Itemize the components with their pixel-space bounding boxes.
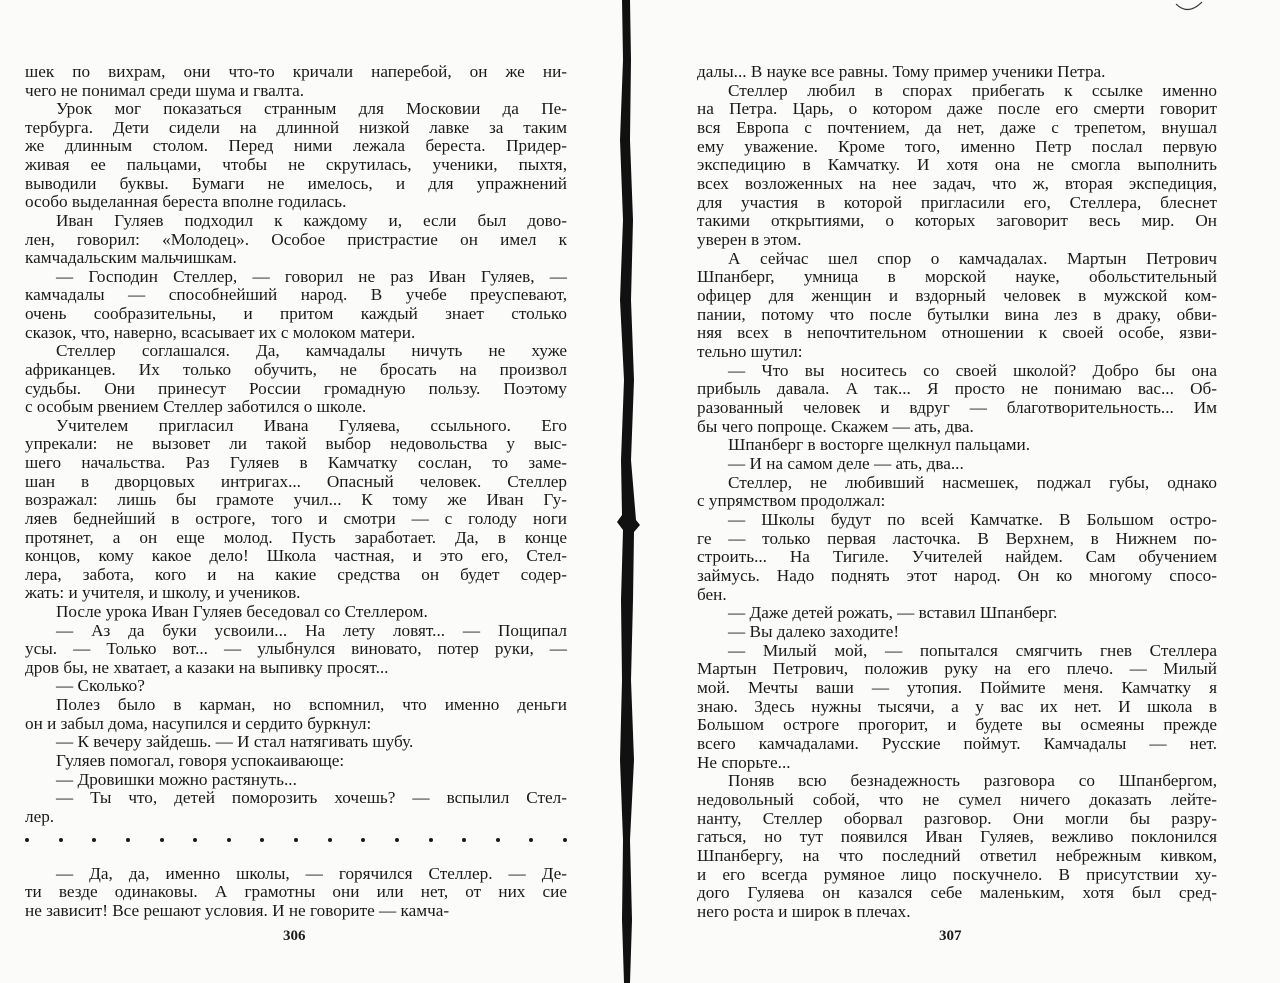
- text-line: усы. — Только вот... — улыбнулся виновато, потер руки, —: [25, 639, 567, 659]
- text-line: ти везде одинаковы. А грамотны они или нет, от них сие: [25, 882, 567, 902]
- text-line: — К вечеру зайдешь. — И стал натягивать шубу.: [56, 732, 414, 752]
- text-line: выводили буквы. Бумаги не имелось, и для упражнений: [25, 173, 567, 193]
- text-line: займусь. Надо поднять этот народ. Он ко многому спосо-: [697, 566, 1217, 586]
- text-line: шек по вихрам, они что-то кричали наперебой, он же ни-: [25, 62, 567, 81]
- text-line: — И на самом деле — ать, два...: [728, 454, 964, 474]
- text-line: и его всегда румяное лицо поскучнело. В присутствии ху-: [697, 864, 1217, 884]
- text-line: тельно шутил:: [697, 342, 803, 362]
- text-line: него роста и широк в плечах.: [697, 902, 911, 922]
- text-line: Гуляев помогал, говоря успокаивающе:: [56, 750, 345, 770]
- text-line: экспедицию в Камчатку. И хотя она не смогла выполнить: [697, 155, 1217, 175]
- text-line: Шпанберг, умница в морской науке, обольстительный: [697, 267, 1217, 287]
- page-number-left: 306: [283, 928, 306, 944]
- text-line: возражал: лишь бы грамоте учил... К тому же Иван Гу-: [25, 490, 567, 510]
- text-line: — Что вы носитесь со своей школой? Добро бы она: [728, 360, 1217, 380]
- scan-mark: [1170, 0, 1210, 20]
- text-line: всех возложенных на нее задач, что ж, вторая экспедиция,: [697, 174, 1217, 194]
- text-line: — Сколько?: [56, 676, 145, 696]
- text-line: — Аз да буки усвоили... На лету ловят... — Пощипал: [56, 620, 567, 640]
- page-number-right: 307: [939, 928, 962, 944]
- text-line: камчадалы — способнейший народ. В учебе преуспевают,: [25, 285, 567, 305]
- text-line: Поняв всю безнадежность разговора со Шпанбергом,: [728, 771, 1217, 791]
- text-line: А сейчас шел спор о камчадалах. Мартын Петрович: [728, 248, 1217, 268]
- text-line: для участия в которой пригласили его, Стеллера, блеснет: [697, 192, 1217, 212]
- text-line: такими открытиями, о которых заговорит весь мир. Он: [697, 211, 1217, 231]
- text-line: знаю. Здесь нужны тысячи, а у вас их нет. И школа в: [697, 696, 1217, 716]
- text-line: пании, потому что после бутылки вина лез в драку, обви-: [697, 304, 1217, 324]
- text-line: Иван Гуляев подходил к каждому и, если был дово-: [56, 210, 567, 230]
- text-line: — Господин Стеллер, — говорил не раз Иван Гуляев, —: [56, 266, 567, 286]
- text-line: Стеллер любил в спорах прибегать к ссылке именно: [728, 80, 1217, 100]
- text-line: с упрямством продолжал:: [697, 491, 886, 511]
- text-line: сказок, что, наверно, всасывает их с молоком матери.: [25, 322, 416, 342]
- text-line: жать: и учителя, и школу, и учеников.: [25, 583, 301, 603]
- text-line: на Петра. Царь, о котором даже после его смерти говорит: [697, 99, 1217, 119]
- text-line: Учителем пригласил Ивана Гуляева, ссыльного. Его: [56, 415, 567, 435]
- text-line: бен.: [697, 584, 727, 604]
- text-line: После урока Иван Гуляев беседовал со Стеллером.: [56, 601, 428, 621]
- text-line: недовольный собой, что не сумел ничего доказать лейте-: [697, 790, 1217, 810]
- text-line: строить... На Тигиле. Учителей найдем. Сам обучением: [697, 547, 1217, 567]
- text-line: Полез было в карман, но вспомнил, что именно деньги: [56, 695, 567, 715]
- text-line: ляев беднейший в остроге, того и смотри — с голоду ноги: [25, 508, 567, 528]
- text-line: концов, кому какое дело! Школа частная, и это его, Стел-: [25, 546, 567, 566]
- text-line: Урок мог показаться странным для Московии да Пе-: [56, 99, 567, 119]
- text-line: очень сообразительны, и притом каждый знает столько: [25, 304, 567, 324]
- text-line: упрекали: не вызовет ли такой выбор недовольства у выс-: [25, 434, 567, 454]
- text-line: дого Гуляева он казался себе маленьким, хотя был сред-: [697, 883, 1217, 903]
- text-line: Не спорьте...: [697, 752, 791, 772]
- text-line: — Даже детей рожать, — вставил Шпанберг.: [728, 603, 1058, 623]
- text-line: мой. Мечты ваши — утопия. Поймите меня. Камчатку я: [697, 678, 1217, 698]
- text-line: Шпанберг в восторге щелкнул пальцами.: [728, 435, 1031, 455]
- text-line: ге — только первая ласточка. В Верхнем, в Нижнем по-: [697, 528, 1217, 548]
- text-line: — Дровишки можно растянуть...: [56, 769, 297, 789]
- text-line: лера, забота, кого и на какие средства он будет содер-: [25, 564, 567, 584]
- text-line: Мартын Петрович, положив руку на его плечо. — Милый: [697, 659, 1217, 679]
- text-line: Стеллер соглашался. Да, камчадалы ничуть не хуже: [56, 341, 567, 361]
- text-line: — Милый мой, — попытался смягчить гнев Стеллера: [728, 640, 1217, 660]
- text-line: — Да, да, именно школы, — горячился Стеллер. — Де-: [56, 863, 567, 883]
- text-line: протянет, а он еще молод. Пусть заработает. Да, в конце: [25, 527, 567, 547]
- text-line: — Вы далеко заходите!: [728, 622, 900, 642]
- text-line: далы... В науке все равны. Тому пример ученики Петра.: [697, 62, 1106, 81]
- text-line: дров бы, не хватает, а казаки на выпивку просят...: [25, 657, 389, 677]
- text-line: лер.: [25, 806, 55, 826]
- text-line: — Школы будут по всей Камчатке. В Большом остро-: [728, 510, 1217, 530]
- text-line: офицер для женщин и вздорный человек в мужской ком-: [697, 286, 1217, 306]
- right-page: [640, 0, 1280, 983]
- text-line: шего начальства. Раз Гуляев в Камчатку сослан, то заме-: [25, 453, 567, 473]
- text-line: чего не понимал среди шума и гвалта.: [25, 80, 305, 100]
- text-line: ему уважение. Кроме того, именно Петр послал первую: [697, 136, 1217, 156]
- text-line: — Ты что, детей поморозить хочешь? — вспылил Стел-: [56, 788, 567, 808]
- text-line: живая ее пальцами, чтобы не скрутилась, ученики, пыхтя,: [25, 155, 567, 175]
- text-line: с особым рвением Стеллер заботился о школе.: [25, 397, 367, 417]
- text-line: Стеллер, не любивший насмешек, поджал губы, однако: [728, 472, 1217, 492]
- text-line: нанту, Стеллер оборвал разговор. Они могли бы разру-: [697, 808, 1217, 828]
- text-line: камчадальским мальчишкам.: [25, 248, 237, 268]
- text-line: шан в дворцовых интригах... Опасный человек. Стеллер: [25, 471, 567, 491]
- text-line: лен, говорил: «Молодец». Особое пристрастие он имел к: [25, 229, 567, 249]
- text-line: не зависит! Все решают условия. И не говорите — камча-: [25, 900, 450, 920]
- left-page: [0, 0, 620, 983]
- text-line: няя всех в непочтительном отношении к своей особе, язви-: [697, 323, 1217, 343]
- text-line: бы чего попроще. Скажем — ать, два.: [697, 416, 974, 436]
- text-line: гаться, но тут появился Иван Гуляев, вежливо поклонился: [697, 827, 1217, 847]
- text-line: тербурга. Дети сидели на длинной низкой лавке за таким: [25, 117, 567, 137]
- text-line: же длинным столом. Перед ними лежала береста. Придер-: [25, 136, 567, 156]
- text-line: разованный человек и вдруг — благотворительность... Им: [697, 398, 1217, 418]
- text-line: всего камчадалами. Русские поймут. Камчадалы — нет.: [697, 734, 1217, 754]
- text-line: прибыль давала. А так... Я просто не понимаю вас... Об-: [697, 379, 1217, 399]
- text-line: особо выделанная береста вполне годилась.: [25, 192, 347, 212]
- text-line: африканцев. Их только обучить, не бросать на произвол: [25, 359, 567, 379]
- text-line: уверен в этом.: [697, 230, 802, 250]
- text-line: вся Европа с почтением, да нет, даже с трепетом, внушал: [697, 118, 1217, 137]
- text-line: он и забыл дома, насупился и сердито буркнул:: [25, 713, 372, 733]
- text-line: Большом остроге прогорит, и будете вы осмеяны прежде: [697, 715, 1217, 735]
- section-break-dots: [25, 838, 567, 842]
- text-line: Шпанбергу, на что последний ответил небрежным кивком,: [697, 846, 1217, 866]
- text-line: судьбы. Они принесут России громадную пользу. Поэтому: [25, 378, 567, 398]
